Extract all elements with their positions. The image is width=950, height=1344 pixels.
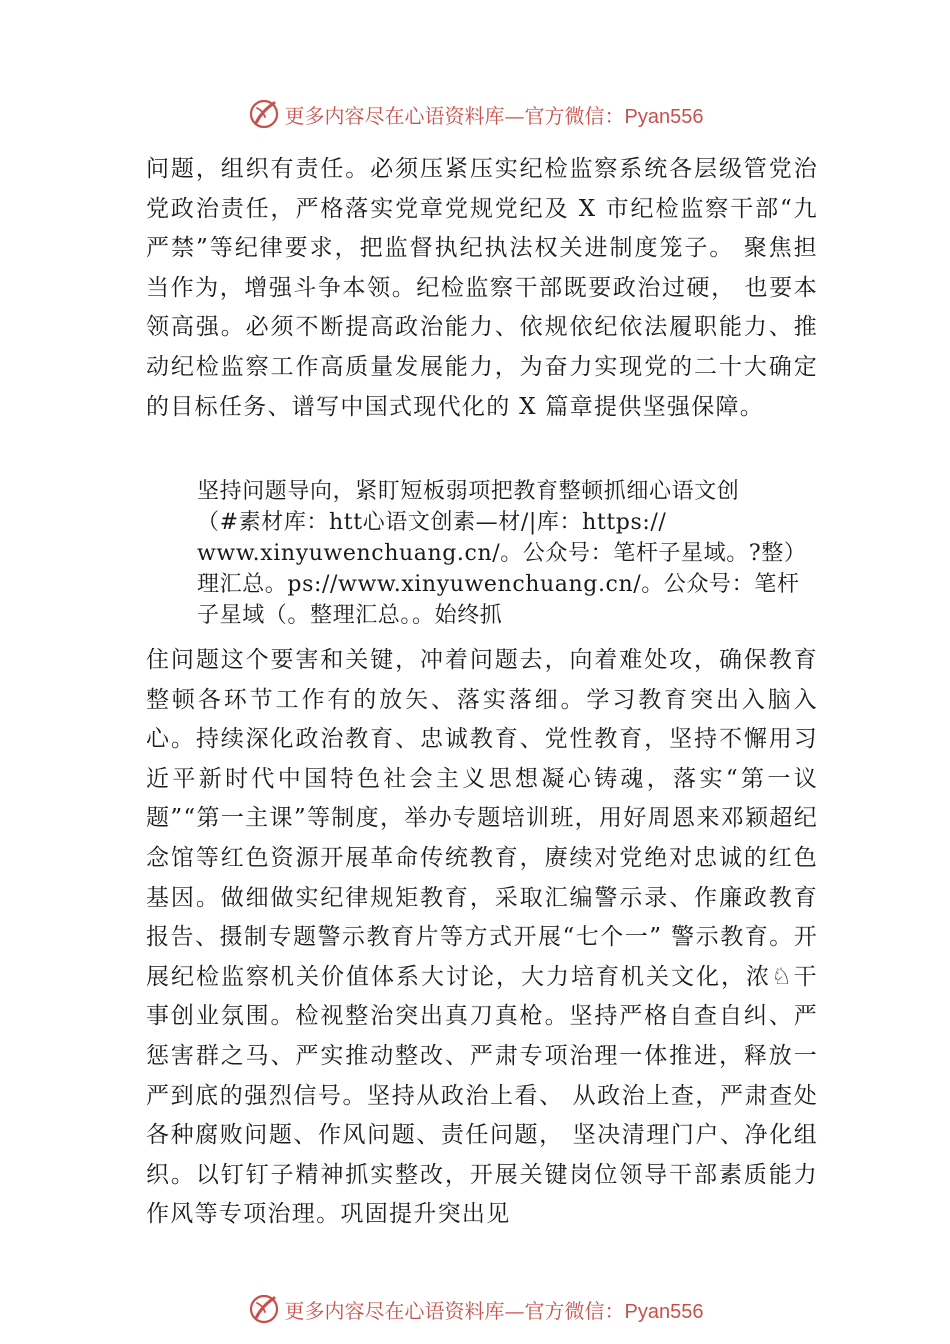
paragraph: 住问题这个要害和关键，冲着问题去，向着难处攻，确保教育整顿各环节工作有的放矢、落实落细。学习教育突出入脑入心。持续深化政治教育、忠诚教育、党性教育，坚持不懈用习近平新时代中国特色社会主义思想凝心铸魂，落实“第一议题”“第一主课”等制度，举办专题培训班，用好周恩来邓颖超纪念馆等红色资源开展革命传统教育，赓续对党绝对忠诚的红色基因。做细做实纪律规矩教育，采取汇编警示录、作廉政教育报告、摄制专题警示教育片等方式开展“七个一” 警示教育。开展纪检监察机关价值体系大讨论，大力培育机关文化，浓♘干事创业氛围。检视整治突出真刀真枪。坚持严格自查自纠、严惩害群之马、严实推动整改、严肃专项治理一体推进，释放一严到底的强烈信号。坚持从政治上看、 从政治上查，严肃查处各种腐败问题、作风问题、责任问题， 坚决清理门户、净化组织。以钉钉子精神抓实整改，开展关键岗位领导干部素质能力作风等专项治理。巩固提升突出见 — [146, 647, 818, 1228]
banner-text: 更多内容尽在心语资料库—官方微信：Pyan556 — [284, 1298, 704, 1323]
footer-banner — [0, 1289, 950, 1329]
brush-logo-icon — [247, 97, 281, 131]
banner-handle: Pyan556 — [624, 105, 704, 128]
indented-excerpt — [197, 476, 822, 631]
brush-logo-icon — [247, 1292, 281, 1326]
header-banner — [0, 94, 950, 134]
excerpt-line: （#素材库：htt心语文创素—材/|库：https:// — [197, 510, 667, 535]
paragraph: 问题，组织有责任。必须压紧压实纪检监察系统各层级管党治党政治责任，严格落实党章党规党纪及 X 市纪检监察干部“九严禁”等纪律要求，把监督执纪执法权关进制度笼子。 聚焦担当作为，增强斗争本领。纪检监察干部既要政治过硬， 也要本领高强。必须不断提高政治能力、依规依纪依法履职能力、推动纪检监察工作高质量发展能力，为奋力实现党的二十大确定的目标任务、谱写中国式现代化的 X 篇章提供坚强保障。 — [146, 156, 818, 420]
banner-handle: Pyan556 — [624, 1300, 704, 1323]
excerpt-line: www.xinyuwenchuang.cn/。公众号：笔杆子星域。?整） — [197, 541, 807, 566]
main-text-block — [146, 150, 818, 466]
excerpt-line: 子星域（。整理汇总。。始终抓 — [197, 603, 503, 628]
main-text-block-2 — [146, 641, 818, 1235]
banner-text: 更多内容尽在心语资料库—官方微信：Pyan556 — [284, 103, 704, 128]
excerpt-line: 理汇总。ps://www.xinyuwenchuang.cn/。公众号：笔杆 — [197, 572, 800, 597]
excerpt-line: 坚持问题导向，紧盯短板弱项把教育整顿抓细心语文创 — [197, 479, 740, 504]
